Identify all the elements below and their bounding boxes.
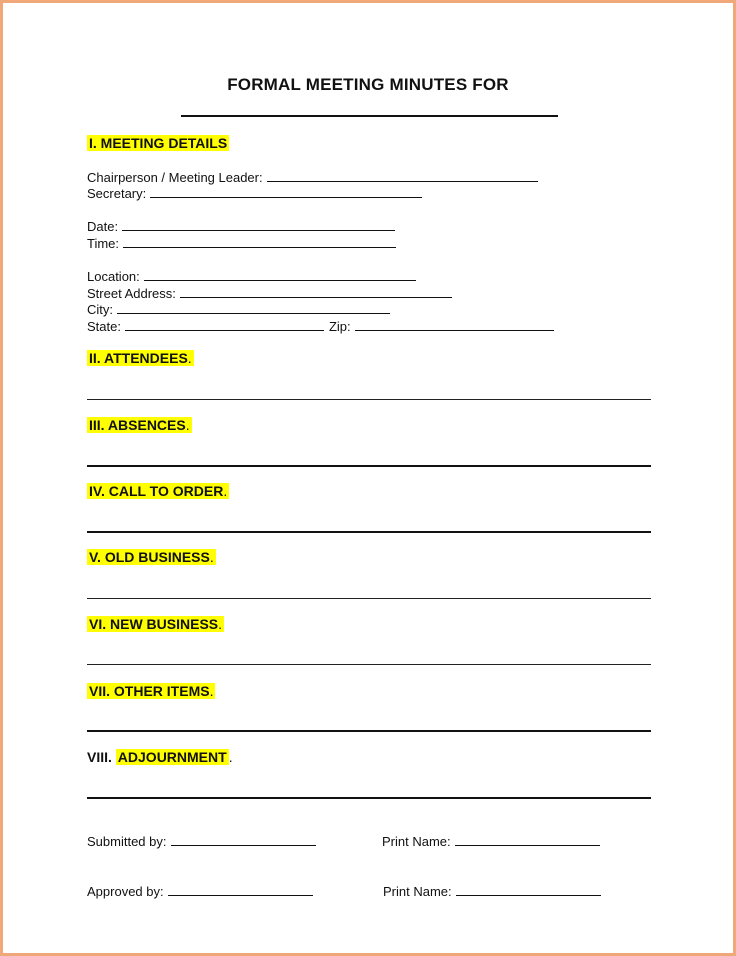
submitted-print-name-field bbox=[382, 833, 600, 849]
section-other-items-label: VII. OTHER ITEMS. bbox=[89, 683, 214, 699]
section-old-business bbox=[87, 549, 216, 565]
section-call-to-order-label: IV. CALL TO ORDER. bbox=[89, 483, 228, 499]
section-adjournment: VIII. ADJOURNMENT . bbox=[87, 749, 233, 765]
zip-label: Zip: bbox=[328, 319, 351, 334]
approved-print-name-field bbox=[383, 883, 601, 899]
secretary-label: Secretary: bbox=[87, 186, 147, 201]
adjournment-line[interactable] bbox=[87, 797, 651, 799]
city-blank[interactable] bbox=[117, 301, 390, 314]
section-adjournment-label: ADJOURNMENT bbox=[117, 749, 227, 765]
time-blank[interactable] bbox=[123, 235, 396, 248]
chairperson-label: Chairperson / Meeting Leader: bbox=[87, 170, 263, 185]
old-business-line[interactable] bbox=[87, 598, 651, 599]
section-meeting-details-label: I. MEETING DETAILS bbox=[89, 135, 228, 151]
title-blank-line[interactable] bbox=[181, 115, 558, 117]
location-blank[interactable] bbox=[144, 268, 416, 281]
approved-by-blank[interactable] bbox=[168, 883, 313, 896]
state-blank[interactable] bbox=[125, 318, 324, 331]
secretary-blank[interactable] bbox=[150, 185, 422, 198]
state-label: State: bbox=[87, 319, 121, 334]
document-title: FORMAL MEETING MINUTES FOR bbox=[227, 75, 509, 94]
secretary-field bbox=[87, 185, 422, 201]
other-items-line[interactable] bbox=[87, 730, 651, 732]
state-zip-field bbox=[87, 318, 554, 334]
submitted-by-blank[interactable] bbox=[171, 833, 316, 846]
date-blank[interactable] bbox=[122, 218, 395, 231]
submitted-print-name-blank[interactable] bbox=[455, 833, 600, 846]
section-adjournment-number: VIII. bbox=[87, 749, 112, 765]
time-field bbox=[87, 235, 396, 251]
call-to-order-line[interactable] bbox=[87, 531, 651, 533]
approved-by-field bbox=[87, 883, 313, 899]
location-label: Location: bbox=[87, 269, 140, 284]
city-field bbox=[87, 301, 390, 317]
chairperson-field bbox=[87, 169, 538, 185]
street-address-blank[interactable] bbox=[180, 285, 452, 298]
section-attendees-label: II. ATTENDEES. bbox=[89, 350, 192, 366]
approved-by-label: Approved by: bbox=[87, 884, 164, 899]
section-new-business-label: VI. NEW BUSINESS. bbox=[89, 616, 223, 632]
new-business-line[interactable] bbox=[87, 664, 651, 665]
chairperson-blank[interactable] bbox=[267, 169, 538, 182]
section-new-business bbox=[87, 616, 224, 632]
submitted-print-name-label: Print Name: bbox=[382, 834, 451, 849]
section-absences-label: III. ABSENCES. bbox=[89, 417, 190, 433]
absences-line[interactable] bbox=[87, 465, 651, 467]
date-label: Date: bbox=[87, 219, 119, 234]
section-old-business-label: V. OLD BUSINESS. bbox=[89, 549, 214, 565]
time-label: Time: bbox=[87, 236, 120, 251]
section-other-items bbox=[87, 683, 215, 699]
submitted-by-field bbox=[87, 833, 316, 849]
date-field bbox=[87, 218, 395, 234]
location-field bbox=[87, 268, 416, 284]
section-absences bbox=[87, 417, 192, 433]
zip-blank[interactable] bbox=[355, 318, 554, 331]
section-meeting-details bbox=[87, 135, 229, 151]
street-address-field bbox=[87, 285, 452, 301]
section-call-to-order bbox=[87, 483, 229, 499]
section-attendees bbox=[87, 350, 194, 366]
attendees-line[interactable] bbox=[87, 399, 651, 400]
city-label: City: bbox=[87, 302, 113, 317]
submitted-by-label: Submitted by: bbox=[87, 834, 167, 849]
approved-print-name-label: Print Name: bbox=[383, 884, 452, 899]
street-address-label: Street Address: bbox=[87, 286, 176, 301]
approved-print-name-blank[interactable] bbox=[456, 883, 601, 896]
